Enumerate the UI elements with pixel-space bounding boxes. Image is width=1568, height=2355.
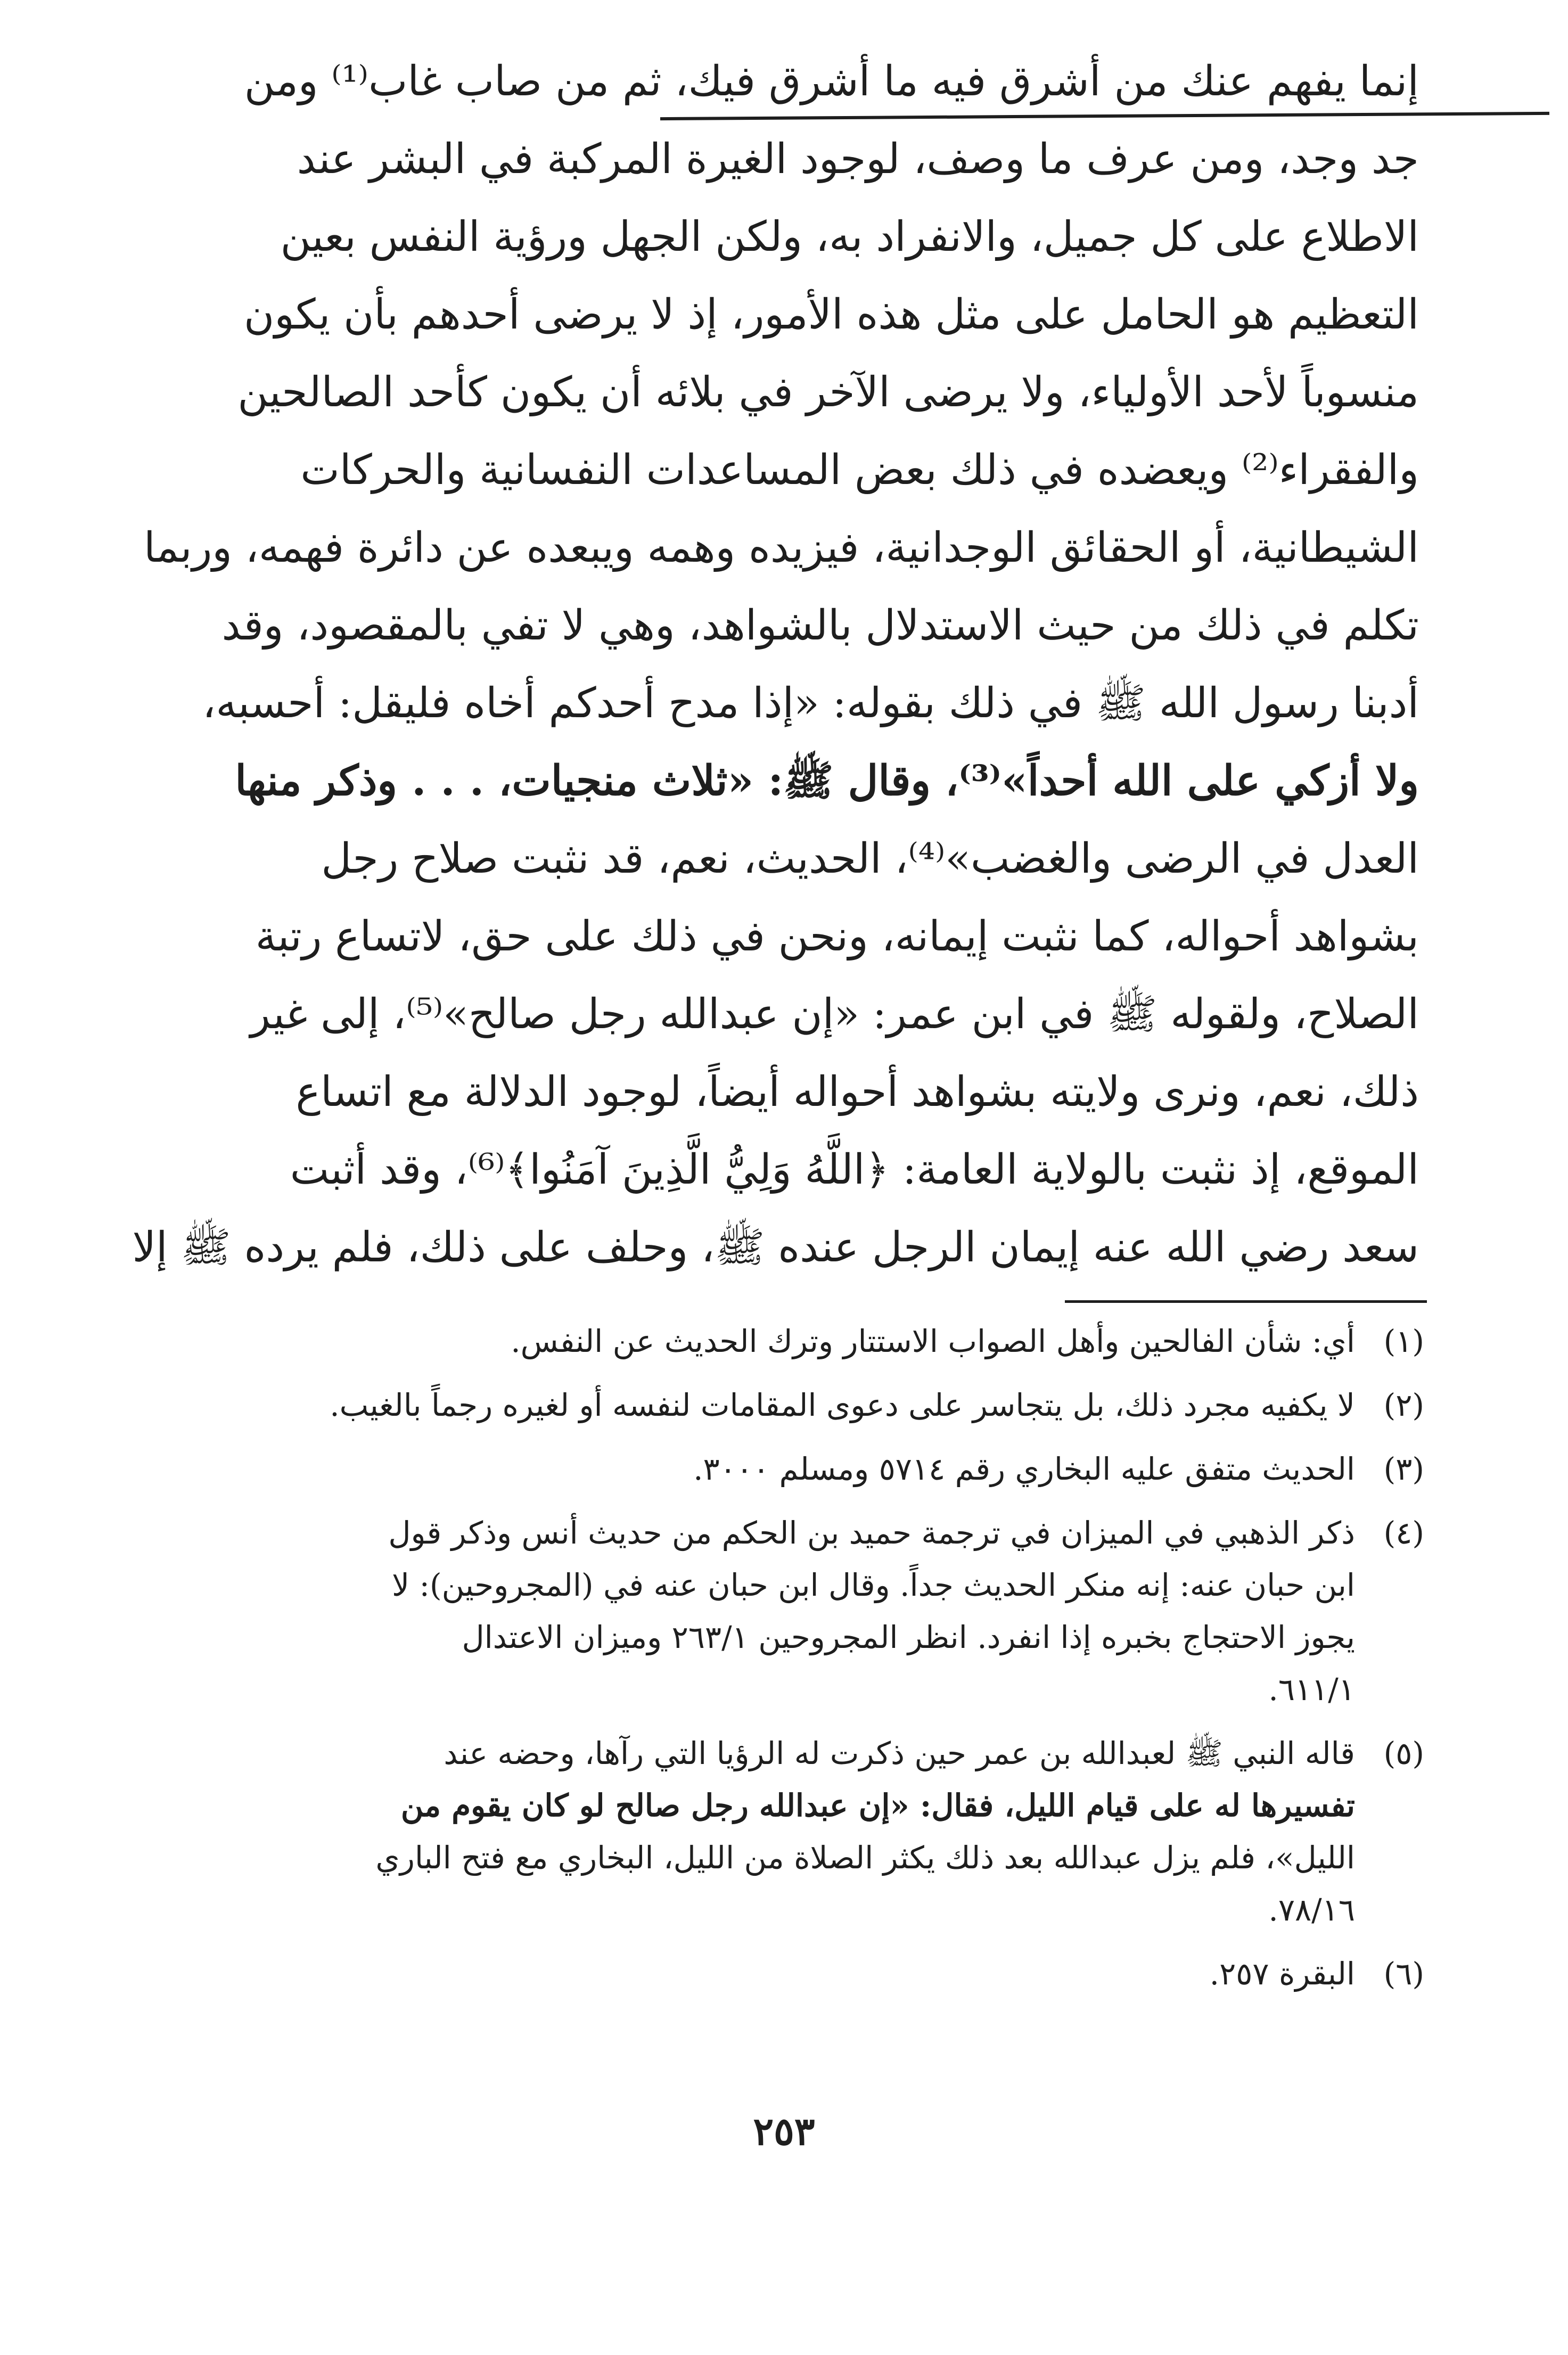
body-line: جد وجد، ومن عرف ما وصف، لوجود الغيرة المركبة في البشر عند xyxy=(297,135,1419,183)
body-line: العدل في الرضى والغضب»⁽⁴⁾، الحديث، نعم، قد نثبت صلاح رجل xyxy=(321,835,1419,883)
body-line: تكلم في ذلك من حيث الاستدلال بالشواهد، وهي لا تفي بالمقصود، وقد xyxy=(221,602,1419,650)
footnote-line: ٦١١/١. xyxy=(1268,1671,1355,1708)
body-line: سعد رضي الله عنه إيمان الرجل عنده ﷺ، وحلف على ذلك، فلم يرده ﷺ إلا xyxy=(132,1224,1419,1271)
footnote-number: (٤) xyxy=(1383,1515,1424,1551)
footnote-line: لا يكفيه مجرد ذلك، بل يتجاسر على دعوى المقامات لنفسه أو لغيره رجماً بالغيب. xyxy=(330,1387,1355,1423)
footnote-number: (٦) xyxy=(1383,1956,1424,1992)
footnote-line: يجوز الاحتجاج بخبره إذا انفرد. انظر المجروحين ٢٦٣/١ وميزان الاعتدال xyxy=(462,1619,1355,1655)
footnote-text xyxy=(138,1315,1355,1367)
footnote-text xyxy=(138,1507,1355,1716)
body-line: منسوباً لأحد الأولياء، ولا يرضى الآخر في بلائه أن يكون كأحد الصالحين xyxy=(237,368,1419,416)
page-number: ٢٥٣ xyxy=(753,2108,815,2154)
footnotes xyxy=(138,1315,1424,2012)
footnote xyxy=(138,1443,1424,1495)
footnote xyxy=(138,1315,1424,1367)
body-line: بشواهد أحواله، كما نثبت إيمانه، ونحن في ذلك على حق، لاتساع رتبة xyxy=(255,913,1419,961)
body-line: إنما يفهم عنك من أشرق فيه ما أشرق فيك، ثم من صاب غاب⁽¹⁾ ومن xyxy=(244,58,1419,105)
body-line: ذلك، نعم، ونرى ولايته بشواهد أحواله أيضاً، لوجود الدلالة مع اتساع xyxy=(295,1068,1419,1116)
footnote-text xyxy=(138,1443,1355,1495)
footnote-line: الليل»، فلم يزل عبدالله بعد ذلك يكثر الصلاة من الليل، البخاري مع فتح الباري xyxy=(375,1840,1355,1876)
footnote xyxy=(138,1507,1424,1716)
footnote-line: ذكر الذهبي في الميزان في ترجمة حميد بن الحكم من حديث أنس وذكر قول xyxy=(388,1515,1355,1551)
footnote-line: تفسيرها له على قيام الليل، فقال: «إن عبدالله رجل صالح لو كان يقوم من xyxy=(400,1787,1355,1824)
footnote-text xyxy=(138,1379,1355,1431)
footnote-text xyxy=(138,1948,1355,2000)
footnote-number: (١) xyxy=(1383,1323,1424,1359)
footnote-number: (٢) xyxy=(1383,1387,1424,1423)
footnote-number: (٣) xyxy=(1383,1451,1424,1487)
footnote-line: الحديث متفق عليه البخاري رقم ٥٧١٤ ومسلم ٣٠٠٠. xyxy=(693,1451,1355,1487)
footnote-number: (٥) xyxy=(1383,1735,1424,1771)
footnote xyxy=(138,1379,1424,1431)
main-text xyxy=(132,43,1419,1286)
body-line: الشيطانية، أو الحقائق الوجدانية، فيزيده وهمه ويبعده عن دائرة فهمه، وربما xyxy=(144,524,1419,572)
body-line: الصلاح، ولقوله ﷺ في ابن عمر: «إن عبدالله رجل صالح»⁽⁵⁾، إلى غير xyxy=(250,990,1419,1038)
body-line: الاطلاع على كل جميل، والانفراد به، ولكن الجهل ورؤية النفس بعين xyxy=(280,213,1419,261)
body-line: والفقراء⁽²⁾ ويعضده في ذلك بعض المساعدات النفسانية والحركات xyxy=(300,446,1419,494)
footnote-line: البقرة ٢٥٧. xyxy=(1209,1956,1355,1992)
footnote-separator xyxy=(1065,1300,1427,1303)
footnote xyxy=(138,1948,1424,2000)
footnote xyxy=(138,1727,1424,1936)
body-line: الموقع، إذ نثبت بالولاية العامة: ﴿اللَّهُ وَلِيُّ الَّذِينَ آمَنُوا﴾⁽⁶⁾، وقد أثبت xyxy=(290,1146,1419,1194)
footnote-text xyxy=(138,1727,1355,1936)
body-line: ولا أزكي على الله أحداً»⁽³⁾، وقال ﷺ: «ثلاث منجيات، . . . وذكر منها xyxy=(235,757,1419,805)
body-line: أدبنا رسول الله ﷺ في ذلك بقوله: «إذا مدح أحدكم أخاه فليقل: أحسبه، xyxy=(202,679,1419,727)
body-line: التعظيم هو الحامل على مثل هذه الأمور، إذ لا يرضى أحدهم بأن يكون xyxy=(243,291,1419,339)
footnote-line: ٧٨/١٦. xyxy=(1268,1892,1355,1928)
footnote-line: أي: شأن الفالحين وأهل الصواب الاستتار وترك الحديث عن النفس. xyxy=(511,1323,1355,1359)
footnote-line: ابن حبان عنه: إنه منكر الحديث جداً. وقال ابن حبان عنه في (المجروحين): لا xyxy=(391,1567,1355,1603)
footnote-line: قاله النبي ﷺ لعبدالله بن عمر حين ذكرت له الرؤيا التي رآها، وحضه عند xyxy=(444,1735,1355,1771)
